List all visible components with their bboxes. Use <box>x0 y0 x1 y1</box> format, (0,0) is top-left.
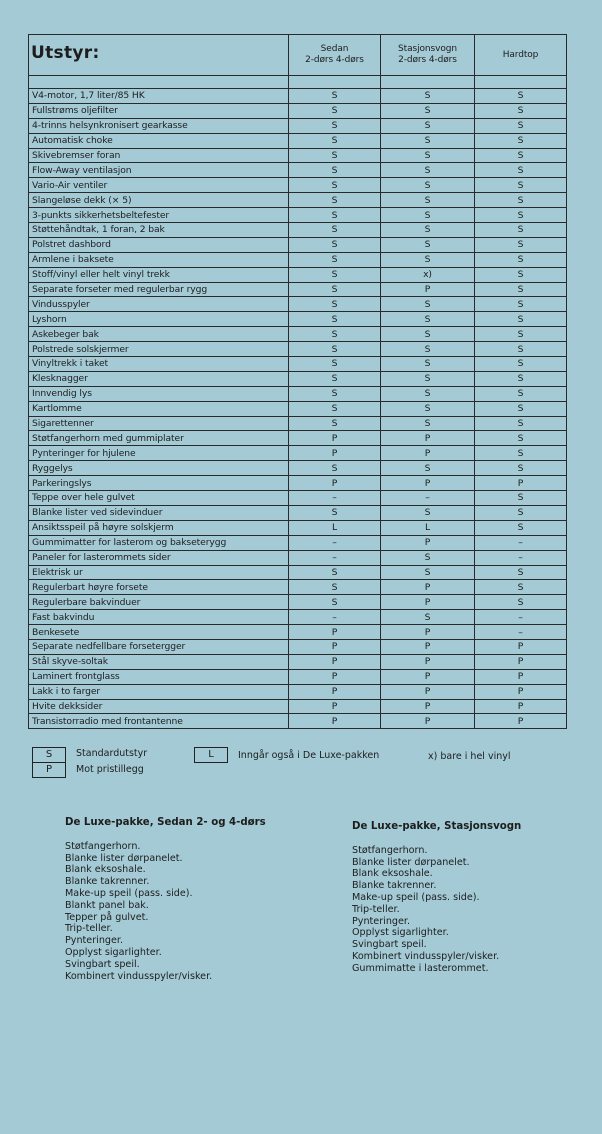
table-row <box>29 148 567 163</box>
sedan-value-cell: – <box>289 491 381 506</box>
wagon-value-cell: P <box>381 446 475 461</box>
hardtop-value-cell: S <box>475 267 567 282</box>
equipment-name-cell: Lakk i to farger <box>29 684 289 699</box>
list-item: Make-up speil (pass. side). <box>65 887 193 899</box>
wagon-value-cell: P <box>381 684 475 699</box>
sedan-value-cell: P <box>289 639 381 654</box>
equipment-name-cell: Benkesete <box>29 625 289 640</box>
wagon-value-cell: P <box>381 595 475 610</box>
hardtop-value-cell: S <box>475 178 567 193</box>
sedan-value-cell: S <box>289 461 381 476</box>
wagon-value-cell: P <box>381 476 475 491</box>
column-wagon-name: Stasjonsvogn <box>398 44 457 54</box>
wagon-value-cell: P <box>381 699 475 714</box>
table-row <box>29 342 567 357</box>
column-wagon-sub: 2-dørs 4-dørs <box>398 55 457 65</box>
wagon-value-cell: S <box>381 118 475 133</box>
sedan-value-cell: S <box>289 282 381 297</box>
wagon-value-cell: P <box>381 580 475 595</box>
list-item: Blankt panel bak. <box>65 899 149 911</box>
list-item: Blanke takrenner. <box>352 880 437 892</box>
sedan-value-cell: – <box>289 535 381 550</box>
table-row <box>29 580 567 595</box>
wagon-value-cell: P <box>381 625 475 640</box>
sedan-value-cell: – <box>289 550 381 565</box>
equipment-name-cell: Ansiktsspeil på høyre solskjerm <box>29 520 289 535</box>
table-row <box>29 520 567 535</box>
equipment-name-cell: Pynteringer for hjulene <box>29 446 289 461</box>
hardtop-value-cell: P <box>475 684 567 699</box>
equipment-name-cell: Flow-Away ventilasjon <box>29 163 289 178</box>
equipment-name-cell: Parkeringslys <box>29 476 289 491</box>
hardtop-value-cell: – <box>475 610 567 625</box>
sedan-value-cell: P <box>289 684 381 699</box>
table-row <box>29 639 567 654</box>
table-row <box>29 625 567 640</box>
wagon-value-cell: S <box>381 565 475 580</box>
equipment-name-cell: Elektrisk ur <box>29 565 289 580</box>
column-sedan-name: Sedan <box>320 44 349 54</box>
column-sedan-sub: 2-dørs 4-dørs <box>305 55 364 65</box>
hardtop-value-cell: S <box>475 223 567 238</box>
list-item: Svingbart speil. <box>352 939 427 951</box>
wagon-value-cell: S <box>381 327 475 342</box>
table-row <box>29 357 567 372</box>
hardtop-value-cell: S <box>475 133 567 148</box>
table-row <box>29 654 567 669</box>
table-row <box>29 431 567 446</box>
deluxe-sedan-title: De Luxe-pakke, Sedan 2- og 4-dørs <box>65 817 266 828</box>
table-row <box>29 476 567 491</box>
column-header-wagon <box>381 35 475 76</box>
sedan-value-cell: P <box>289 476 381 491</box>
equipment-name-cell: Transistorradio med frontantenne <box>29 714 289 729</box>
sedan-value-cell: – <box>289 610 381 625</box>
hardtop-value-cell: S <box>475 491 567 506</box>
table-row <box>29 550 567 565</box>
equipment-name-cell: Hvite dekksider <box>29 699 289 714</box>
hardtop-value-cell: S <box>475 89 567 104</box>
table-row <box>29 163 567 178</box>
wagon-value-cell: S <box>381 163 475 178</box>
sedan-value-cell: S <box>289 223 381 238</box>
sedan-value-cell: S <box>289 118 381 133</box>
equipment-name-cell: Polstret dashbord <box>29 237 289 252</box>
sedan-value-cell: S <box>289 401 381 416</box>
sedan-value-cell: S <box>289 178 381 193</box>
equipment-name-cell: Gummimatter for lasterom og bakseterygg <box>29 535 289 550</box>
hardtop-value-cell: S <box>475 595 567 610</box>
sedan-value-cell: S <box>289 595 381 610</box>
list-item: Kombinert vindusspyler/visker. <box>352 950 500 962</box>
equipment-name-cell: Innvendig lys <box>29 386 289 401</box>
table-row <box>29 193 567 208</box>
wagon-value-cell: S <box>381 550 475 565</box>
wagon-value-cell: S <box>381 401 475 416</box>
sedan-value-cell: P <box>289 714 381 729</box>
equipment-name-cell: Fast bakvindu <box>29 610 289 625</box>
equipment-name-cell: Vinyltrekk i taket <box>29 357 289 372</box>
hardtop-value-cell: S <box>475 237 567 252</box>
wagon-value-cell: S <box>381 371 475 386</box>
legend-p-text: Mot pristillegg <box>76 764 144 775</box>
sedan-value-cell: P <box>289 669 381 684</box>
legend-l-text: Inngår også i De Luxe-pakken <box>238 750 380 761</box>
table-row <box>29 223 567 238</box>
equipment-name-cell: Vario-Air ventiler <box>29 178 289 193</box>
equipment-name-cell: Vindusspyler <box>29 297 289 312</box>
wagon-value-cell: P <box>381 714 475 729</box>
hardtop-value-cell: P <box>475 639 567 654</box>
hardtop-value-cell: S <box>475 148 567 163</box>
wagon-value-cell: S <box>381 610 475 625</box>
wagon-value-cell: S <box>381 312 475 327</box>
equipment-name-cell: Paneler for lasterommets sider <box>29 550 289 565</box>
table-row <box>29 714 567 729</box>
sedan-value-cell: S <box>289 297 381 312</box>
list-item: Blanke lister dørpanelet. <box>65 852 183 864</box>
table-row <box>29 89 567 104</box>
equipment-name-cell: Stoff/vinyl eller helt vinyl trekk <box>29 267 289 282</box>
hardtop-value-cell: S <box>475 416 567 431</box>
table-row <box>29 178 567 193</box>
equipment-name-cell: Klesknagger <box>29 371 289 386</box>
table-row <box>29 416 567 431</box>
equipment-name-cell: Teppe over hele gulvet <box>29 491 289 506</box>
wagon-value-cell: S <box>381 148 475 163</box>
sedan-value-cell: S <box>289 237 381 252</box>
list-item: Kombinert vindusspyler/visker. <box>65 970 213 982</box>
list-item: Støtfangerhorn. <box>65 840 141 852</box>
list-item: Støtfangerhorn. <box>352 844 428 856</box>
table-row <box>29 505 567 520</box>
equipment-name-cell: Regulerbart høyre forsete <box>29 580 289 595</box>
wagon-value-cell: S <box>381 252 475 267</box>
equipment-name-cell: Støttehåndtak, 1 foran, 2 bak <box>29 223 289 238</box>
wagon-value-cell: S <box>381 178 475 193</box>
wagon-value-cell: S <box>381 357 475 372</box>
equipment-name-cell: Regulerbare bakvinduer <box>29 595 289 610</box>
equipment-name-cell: Automatisk choke <box>29 133 289 148</box>
equipment-name-cell: Separate forseter med regulerbar rygg <box>29 282 289 297</box>
hardtop-value-cell: S <box>475 193 567 208</box>
equipment-name-cell: V4-motor, 1,7 liter/85 HK <box>29 89 289 104</box>
sedan-value-cell: S <box>289 89 381 104</box>
table-header <box>29 35 567 76</box>
wagon-value-cell: P <box>381 669 475 684</box>
sedan-value-cell: S <box>289 193 381 208</box>
wagon-value-cell: S <box>381 208 475 223</box>
equipment-name-cell: Kartlomme <box>29 401 289 416</box>
wagon-value-cell: S <box>381 223 475 238</box>
legend-p-box: P <box>32 762 66 778</box>
legend-x-text: x) bare i hel vinyl <box>428 751 511 762</box>
list-item: Pynteringer. <box>65 935 124 947</box>
wagon-value-cell: S <box>381 103 475 118</box>
list-item: Trip-teller. <box>65 923 113 935</box>
equipment-name-cell: Støtfangerhorn med gummiplater <box>29 431 289 446</box>
equipment-name-cell: Slangeløse dekk (× 5) <box>29 193 289 208</box>
table-row <box>29 461 567 476</box>
table-row <box>29 208 567 223</box>
equipment-name-cell: Fullstrøms oljefilter <box>29 103 289 118</box>
deluxe-wagon-list <box>352 845 521 975</box>
table-row <box>29 252 567 267</box>
table-row <box>29 565 567 580</box>
table-title-cell <box>29 35 289 76</box>
hardtop-value-cell: S <box>475 118 567 133</box>
deluxe-sedan-list <box>65 841 266 983</box>
hardtop-value-cell: S <box>475 461 567 476</box>
hardtop-value-cell: P <box>475 654 567 669</box>
legend-s-text: Standardutstyr <box>76 748 148 759</box>
sedan-value-cell: S <box>289 580 381 595</box>
column-header-hardtop <box>475 35 567 76</box>
table-row <box>29 491 567 506</box>
column-header-sedan <box>289 35 381 76</box>
equipment-name-cell: 4-trinns helsynkronisert gearkasse <box>29 118 289 133</box>
equipment-name-cell: Askebeger bak <box>29 327 289 342</box>
table-row <box>29 371 567 386</box>
equipment-name-cell: Blanke lister ved sidevinduer <box>29 505 289 520</box>
equipment-name-cell: Skivebremser foran <box>29 148 289 163</box>
column-hardtop-name: Hardtop <box>502 49 539 60</box>
hardtop-value-cell: S <box>475 520 567 535</box>
table-row <box>29 237 567 252</box>
table-body <box>29 76 567 729</box>
wagon-value-cell: L <box>381 520 475 535</box>
hardtop-value-cell: S <box>475 208 567 223</box>
wagon-value-cell: P <box>381 431 475 446</box>
list-item: Svingbart speil. <box>65 958 140 970</box>
hardtop-value-cell: S <box>475 371 567 386</box>
sedan-value-cell: S <box>289 148 381 163</box>
wagon-value-cell: S <box>381 89 475 104</box>
wagon-value-cell: S <box>381 193 475 208</box>
sedan-value-cell: P <box>289 446 381 461</box>
sedan-value-cell: S <box>289 103 381 118</box>
sedan-value-cell: S <box>289 312 381 327</box>
deluxe-wagon-section <box>352 821 521 975</box>
table-row <box>29 684 567 699</box>
table-row <box>29 327 567 342</box>
list-item: Blanke lister dørpanelet. <box>352 856 470 868</box>
spacer-cell <box>289 76 381 89</box>
equipment-name-cell: Ryggelys <box>29 461 289 476</box>
hardtop-value-cell: S <box>475 342 567 357</box>
spacer-cell <box>29 76 289 89</box>
hardtop-value-cell: P <box>475 476 567 491</box>
sedan-value-cell: P <box>289 625 381 640</box>
wagon-value-cell: P <box>381 282 475 297</box>
wagon-value-cell: S <box>381 461 475 476</box>
list-item: Opplyst sigarlighter. <box>352 927 449 939</box>
sedan-value-cell: S <box>289 267 381 282</box>
hardtop-value-cell: P <box>475 699 567 714</box>
spacer-cell <box>475 76 567 89</box>
wagon-value-cell: P <box>381 654 475 669</box>
hardtop-value-cell: S <box>475 163 567 178</box>
hardtop-value-cell: S <box>475 505 567 520</box>
hardtop-value-cell: S <box>475 431 567 446</box>
equipment-name-cell: Lyshorn <box>29 312 289 327</box>
sedan-value-cell: S <box>289 342 381 357</box>
wagon-value-cell: – <box>381 491 475 506</box>
list-item: Tepper på gulvet. <box>65 911 149 923</box>
list-item: Blank eksoshale. <box>65 864 146 876</box>
wagon-value-cell: S <box>381 237 475 252</box>
equipment-table <box>28 34 567 729</box>
hardtop-value-cell: S <box>475 565 567 580</box>
table-row <box>29 103 567 118</box>
list-item: Trip-teller. <box>352 903 400 915</box>
table-title: Utstyr: <box>31 43 100 63</box>
hardtop-value-cell: – <box>475 550 567 565</box>
wagon-value-cell: S <box>381 505 475 520</box>
equipment-name-cell: Laminert frontglass <box>29 669 289 684</box>
table-row <box>29 386 567 401</box>
table-row <box>29 133 567 148</box>
hardtop-value-cell: S <box>475 282 567 297</box>
legend-s-box: S <box>32 747 66 763</box>
sedan-value-cell: S <box>289 327 381 342</box>
sedan-value-cell: P <box>289 654 381 669</box>
table-row <box>29 312 567 327</box>
sedan-value-cell: P <box>289 431 381 446</box>
list-item: Gummimatte i lasterommet. <box>352 962 489 974</box>
table-row <box>29 610 567 625</box>
wagon-value-cell: S <box>381 416 475 431</box>
table-row <box>29 595 567 610</box>
sedan-value-cell: S <box>289 163 381 178</box>
table-row <box>29 669 567 684</box>
equipment-name-cell: Sigarettenner <box>29 416 289 431</box>
hardtop-value-cell: P <box>475 714 567 729</box>
hardtop-value-cell: S <box>475 357 567 372</box>
wagon-value-cell: S <box>381 297 475 312</box>
hardtop-value-cell: S <box>475 446 567 461</box>
table-row <box>29 535 567 550</box>
table-row <box>29 282 567 297</box>
sedan-value-cell: S <box>289 386 381 401</box>
list-item: Opplyst sigarlighter. <box>65 946 162 958</box>
legend-l-box: L <box>194 747 228 763</box>
sedan-value-cell: S <box>289 565 381 580</box>
equipment-name-cell: Stål skyve-soltak <box>29 654 289 669</box>
wagon-value-cell: S <box>381 386 475 401</box>
list-item: Blank eksoshale. <box>352 868 433 880</box>
table-spacer-row <box>29 76 567 89</box>
table-row <box>29 699 567 714</box>
wagon-value-cell: x) <box>381 267 475 282</box>
hardtop-value-cell: S <box>475 327 567 342</box>
hardtop-value-cell: P <box>475 669 567 684</box>
equipment-name-cell: Polstrede solskjermer <box>29 342 289 357</box>
hardtop-value-cell: S <box>475 103 567 118</box>
table-row <box>29 401 567 416</box>
hardtop-value-cell: S <box>475 386 567 401</box>
hardtop-value-cell: – <box>475 535 567 550</box>
sedan-value-cell: S <box>289 357 381 372</box>
wagon-value-cell: S <box>381 133 475 148</box>
sedan-value-cell: S <box>289 252 381 267</box>
hardtop-value-cell: S <box>475 312 567 327</box>
wagon-value-cell: P <box>381 535 475 550</box>
hardtop-value-cell: – <box>475 625 567 640</box>
sedan-value-cell: S <box>289 416 381 431</box>
hardtop-value-cell: S <box>475 580 567 595</box>
table-row <box>29 446 567 461</box>
equipment-name-cell: Separate nedfellbare forsetergger <box>29 639 289 654</box>
table-row <box>29 267 567 282</box>
list-item: Blanke takrenner. <box>65 876 150 888</box>
sedan-value-cell: S <box>289 505 381 520</box>
list-item: Make-up speil (pass. side). <box>352 891 480 903</box>
sedan-value-cell: P <box>289 699 381 714</box>
spacer-cell <box>381 76 475 89</box>
hardtop-value-cell: S <box>475 297 567 312</box>
wagon-value-cell: S <box>381 342 475 357</box>
wagon-value-cell: P <box>381 639 475 654</box>
hardtop-value-cell: S <box>475 401 567 416</box>
table-row <box>29 297 567 312</box>
equipment-name-cell: 3-punkts sikkerhetsbeltefester <box>29 208 289 223</box>
deluxe-sedan-section <box>65 817 266 982</box>
sedan-value-cell: S <box>289 371 381 386</box>
sedan-value-cell: L <box>289 520 381 535</box>
sedan-value-cell: S <box>289 133 381 148</box>
equipment-name-cell: Armlene i baksete <box>29 252 289 267</box>
hardtop-value-cell: S <box>475 252 567 267</box>
list-item: Pynteringer. <box>352 915 411 927</box>
deluxe-wagon-title: De Luxe-pakke, Stasjonsvogn <box>352 821 522 832</box>
sedan-value-cell: S <box>289 208 381 223</box>
table-row <box>29 118 567 133</box>
